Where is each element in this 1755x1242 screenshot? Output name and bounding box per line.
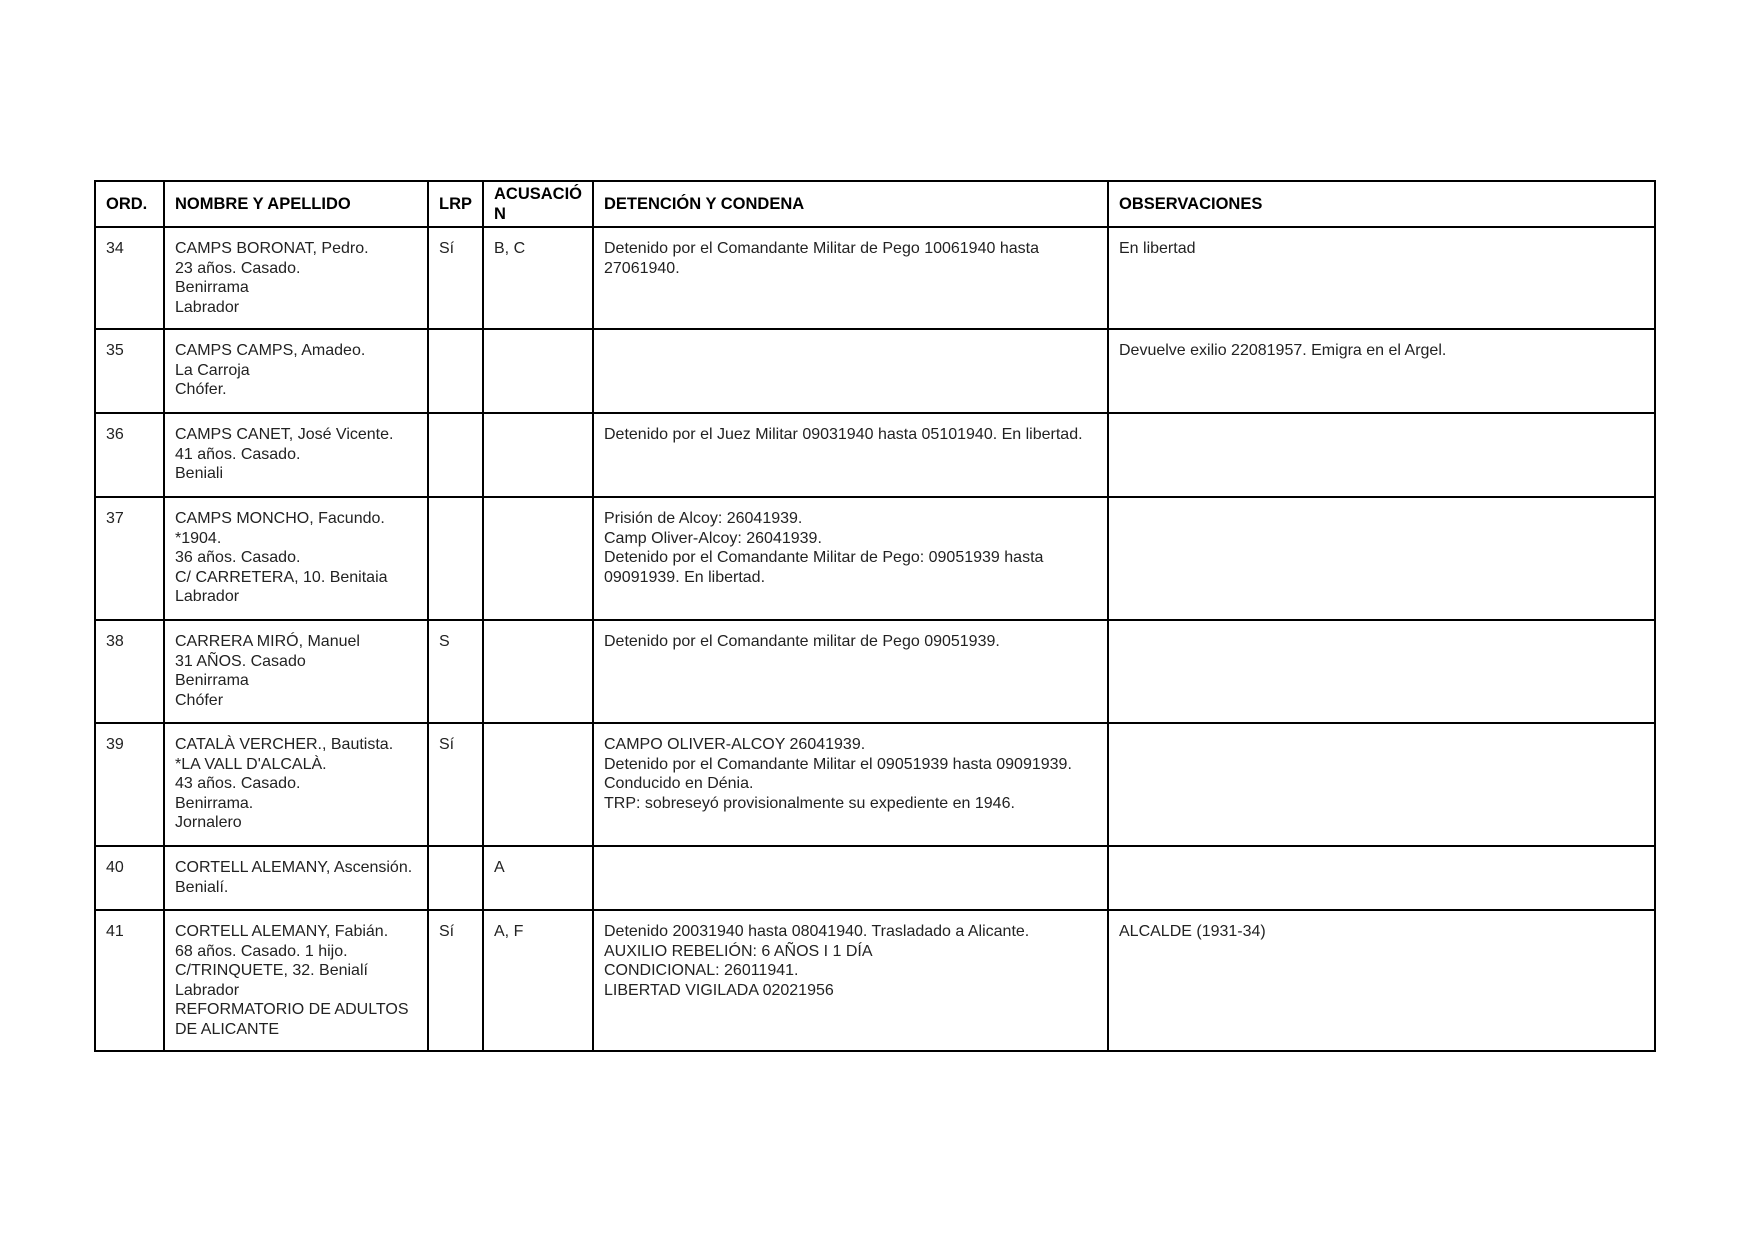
cell-name-line: Labrador	[175, 298, 240, 316]
cell-observations	[1108, 497, 1655, 620]
cell-detention-line: CONDICIONAL: 26011941.	[604, 962, 799, 979]
table-row	[95, 846, 1655, 910]
cell-name-line: Beniali	[175, 465, 224, 482]
cell-name-line: *LA VALL D'ALCALÀ.	[175, 755, 327, 773]
cell-name-line: Labrador	[175, 981, 240, 999]
cell-detention-line: Detenido por el Comandante militar de Pego 09051939.	[604, 633, 1000, 650]
cell-name-line: REFORMATORIO DE ADULTOS DE ALICANTE	[175, 1001, 413, 1038]
cell-name-line: Benialí.	[175, 878, 229, 896]
cell-ord: 40	[95, 846, 164, 910]
cell-detention	[593, 620, 1108, 723]
cell-detention-line: Detenido por el Comandante Militar el 09051939 hasta 09091939.	[604, 755, 1072, 773]
cell-ord: 37	[95, 497, 164, 620]
cell-detention	[593, 329, 1108, 413]
cell-accusation	[483, 723, 593, 846]
cell-name-line: CAMPS CANET, José Vicente.	[175, 426, 394, 443]
cell-name-line: La Carroja	[175, 361, 250, 379]
cell-detention	[593, 497, 1108, 620]
cell-name-line: C/TRINQUETE, 32. Benialí	[175, 962, 368, 979]
cell-detention-line: LIBERTAD VIGILADA 02021956	[604, 981, 834, 999]
header-observations: OBSERVACIONES	[1108, 181, 1655, 227]
cell-name-line: Benirrama.	[175, 794, 254, 812]
cell-name-line: CAMPS BORONAT, Pedro.	[175, 240, 369, 257]
cell-lrp	[428, 413, 483, 497]
cell-name-line: CAMPS CAMPS, Amadeo.	[175, 342, 366, 359]
cell-accusation	[483, 620, 593, 723]
cell-name	[164, 723, 428, 846]
cell-observations	[1108, 329, 1655, 413]
cell-name-line: 36 años. Casado.	[175, 549, 301, 566]
cell-name-line: 23 años. Casado.	[175, 259, 301, 277]
cell-detention-line: Conducido en Dénia.	[604, 775, 754, 792]
table-body	[95, 227, 1655, 1051]
cell-detention-line: TRP: sobreseyó provisionalmente su expediente en 1946.	[604, 794, 1015, 812]
cell-ord: 36	[95, 413, 164, 497]
cell-accusation	[483, 329, 593, 413]
header-ord: ORD.	[95, 181, 164, 227]
cell-detention	[593, 846, 1108, 910]
cell-observations	[1108, 227, 1655, 329]
cell-lrp: Sí	[428, 723, 483, 846]
cell-accusation: A	[483, 846, 593, 910]
cell-name	[164, 497, 428, 620]
cell-observations	[1108, 846, 1655, 910]
cell-ord: 39	[95, 723, 164, 846]
table-row	[95, 329, 1655, 413]
cell-lrp	[428, 497, 483, 620]
cell-observations	[1108, 723, 1655, 846]
cell-ord: 38	[95, 620, 164, 723]
cell-detention-line: Camp Oliver-Alcoy: 26041939.	[604, 529, 822, 547]
cell-name-line: 68 años. Casado. 1 hijo.	[175, 942, 348, 960]
table-row	[95, 723, 1655, 846]
cell-name	[164, 227, 428, 329]
cell-name-line: 43 años. Casado.	[175, 775, 301, 792]
cell-detention-line: CAMPO OLIVER-ALCOY 26041939.	[604, 736, 866, 753]
cell-detention	[593, 413, 1108, 497]
cell-detention-line: Prisión de Alcoy: 26041939.	[604, 510, 803, 527]
cell-observations	[1108, 620, 1655, 723]
cell-ord: 41	[95, 910, 164, 1051]
header-name: NOMBRE Y APELLIDO	[164, 181, 428, 227]
cell-name	[164, 620, 428, 723]
cell-name	[164, 413, 428, 497]
cell-observations	[1108, 910, 1655, 1051]
cell-observations	[1108, 413, 1655, 497]
table-row	[95, 910, 1655, 1051]
cell-name-line: *1904.	[175, 529, 222, 547]
cell-name-line: CARRERA MIRÓ, Manuel	[175, 633, 360, 650]
cell-observations-line: ALCALDE (1931-34)	[1119, 923, 1266, 940]
cell-accusation: B, C	[483, 227, 593, 329]
cell-accusation	[483, 497, 593, 620]
document-page	[94, 180, 1656, 1052]
cell-lrp	[428, 329, 483, 413]
header-lrp: LRP	[428, 181, 483, 227]
cell-detention	[593, 723, 1108, 846]
cell-detention-line: AUXILIO REBELIÓN: 6 AÑOS I 1 DÍA	[604, 942, 873, 960]
cell-name-line: CAMPS MONCHO, Facundo.	[175, 510, 385, 527]
table-row	[95, 497, 1655, 620]
cell-lrp	[428, 846, 483, 910]
header-accusation: ACUSACIÓN	[483, 181, 593, 227]
cell-name-line: Benirrama	[175, 279, 249, 296]
cell-name-line: Chófer.	[175, 381, 227, 398]
cell-name-line: Benirrama	[175, 672, 249, 689]
header-detention: DETENCIÓN Y CONDENA	[593, 181, 1108, 227]
cell-lrp: S	[428, 620, 483, 723]
cell-name-line: CATALÀ VERCHER., Bautista.	[175, 736, 394, 753]
cell-observations-line: En libertad	[1119, 240, 1196, 257]
cell-lrp: Sí	[428, 910, 483, 1051]
cell-name	[164, 329, 428, 413]
cell-name-line: 41 años. Casado.	[175, 445, 301, 463]
cell-lrp: Sí	[428, 227, 483, 329]
cell-detention-line: Detenido por el Comandante Militar de Pego 10061940 hasta 27061940.	[604, 240, 1044, 277]
cell-detention-line: Detenido 20031940 hasta 08041940. Trasladado a Alicante.	[604, 923, 1030, 940]
table-row	[95, 227, 1655, 329]
cell-detention	[593, 227, 1108, 329]
cell-observations-line: Devuelve exilio 22081957. Emigra en el Argel.	[1119, 342, 1447, 359]
cell-name-line: Labrador	[175, 588, 240, 605]
cell-accusation	[483, 413, 593, 497]
cell-detention-line: Detenido por el Comandante Militar de Pego: 09051939 hasta 09091939. En libertad.	[604, 549, 1048, 586]
cell-name-line: CORTELL ALEMANY, Ascensión.	[175, 859, 413, 876]
cell-name-line: Chófer	[175, 691, 224, 709]
table-row	[95, 413, 1655, 497]
cell-name-line: C/ CARRETERA, 10. Benitaia	[175, 568, 388, 586]
cell-ord: 34	[95, 227, 164, 329]
cell-name-line: Jornalero	[175, 814, 242, 831]
table-row	[95, 620, 1655, 723]
records-table	[94, 180, 1656, 1052]
cell-detention-line: Detenido por el Juez Militar 09031940 hasta 05101940. En libertad.	[604, 426, 1083, 443]
table-header-row	[95, 181, 1655, 227]
cell-accusation: A, F	[483, 910, 593, 1051]
cell-name	[164, 910, 428, 1051]
cell-detention	[593, 910, 1108, 1051]
cell-name-line: 31 AÑOS. Casado	[175, 652, 306, 670]
cell-name	[164, 846, 428, 910]
cell-name-line: CORTELL ALEMANY, Fabián.	[175, 923, 389, 940]
cell-ord: 35	[95, 329, 164, 413]
